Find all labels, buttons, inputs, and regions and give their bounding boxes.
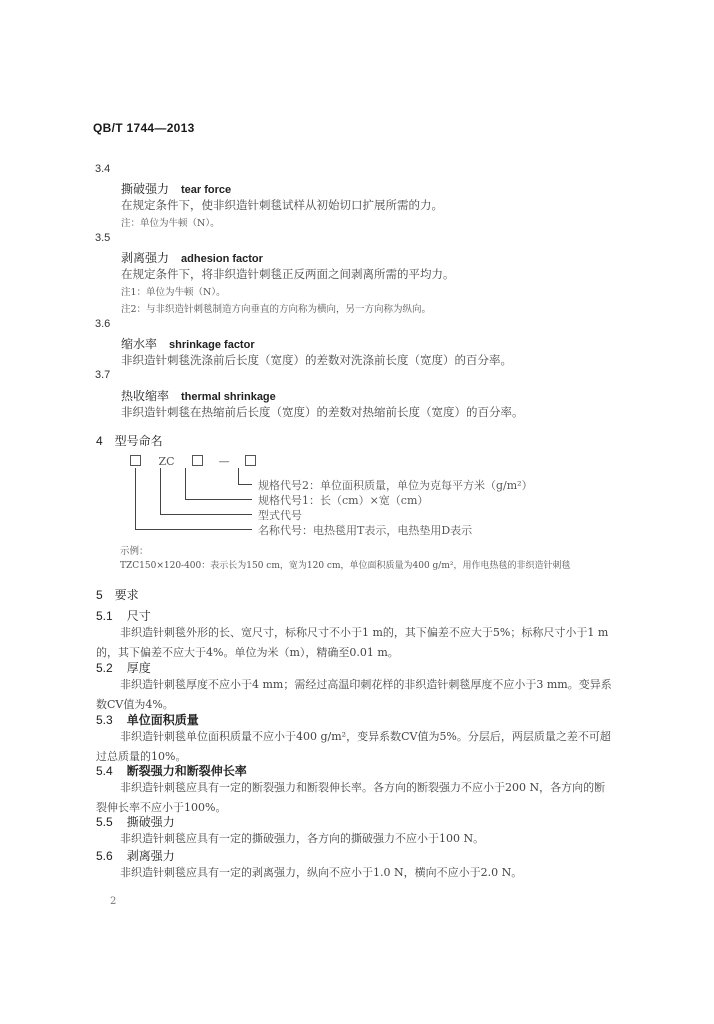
leader-line [238,484,252,485]
code-box [130,455,141,466]
clause-number: 5.1 [96,609,113,623]
standard-header: QB/T 1744—2013 [93,121,195,135]
term-definition: 非织造针刺毯在热缩前后长度（宽度）的差数对热缩前长度（宽度）的百分率。 [121,405,524,419]
leader-line [135,468,136,529]
example-label: 示例： [120,546,149,557]
code-box [192,455,203,466]
term-cn: 热收缩率 [121,389,170,403]
term-en: tear force [181,184,232,196]
clause-text: 非织造针刺毯厚度不应小于4 mm；需经过高温印刺花样的非织造针刺毯厚度不应小于3 mm。变异系数CV值为4%。 [96,678,612,711]
section-heading: 5 要求 [96,588,139,602]
code-dash: — [218,455,230,468]
naming-label: 名称代号：电热毯用T表示，电热垫用D表示 [258,524,473,537]
clause-heading [96,813,175,830]
clause-heading [96,659,151,676]
leader-line [185,499,252,500]
clause-text: 非织造针刺毯应具有一定的断裂强力和断裂伸长率。各方向的断裂强力不应小于200 N，各方向的断裂伸长率不应小于100%。 [96,781,606,814]
clause-heading [96,711,199,728]
clause-text: 非织造针刺毯应具有一定的撕破强力，各方向的撕破强力不应小于100 N。 [120,832,485,845]
term-cn: 缩水率 [121,337,158,351]
term-cn: 剥离强力 [121,251,170,265]
leader-line [238,468,239,484]
term-title [121,249,263,266]
term-definition: 在规定条件下，使非织造针刺毯试样从初始切口扩展所需的力。 [121,198,443,212]
clause-title: 厚度 [126,661,151,675]
clause-number: 5.2 [96,661,113,675]
naming-label: 型式代号 [258,509,302,522]
clause-title: 尺寸 [126,609,151,623]
leader-line [135,529,252,530]
term-title [121,387,276,404]
clause-title: 剥离强力 [126,849,175,863]
clause-number: 5.3 [96,713,113,727]
naming-label: 规格代号1：长（cm）×宽（cm） [258,494,429,507]
clause-text: 非织造针刺毯单位面积质量不应小于400 g/m²，变异系数CV值为5%。分层后，两层质量之差不可超过总质量的10%。 [96,730,611,763]
clause-title: 单位面积质量 [126,713,199,727]
code-box [245,455,256,466]
term-title [121,335,255,352]
model-code-line [130,455,256,468]
term-number: 3.6 [95,318,111,330]
term-en: adhesion factor [181,253,263,265]
clause-number: 5.6 [96,849,113,863]
clause-title: 断裂强力和断裂伸长率 [126,764,247,778]
clause-number: 5.4 [96,764,113,778]
naming-label: 规格代号2：单位面积质量，单位为克每平方米（g/m²） [258,479,533,492]
clause-heading [96,607,151,624]
example-text: TZC150×120-400：表示长为150 cm，宽为120 cm，单位面积质量为400 g/m²，用作电热毯的非织造针刺毯 [120,561,571,571]
term-note: 注：单位为牛顿（N）。 [121,218,220,229]
term-title [121,180,231,197]
term-definition: 非织造针刺毯洗涤前后长度（宽度）的差数对洗涤前长度（宽度）的百分率。 [121,353,512,367]
term-note: 注1：单位为牛顿（N）。 [121,287,226,298]
section-heading: 4 型号命名 [96,434,163,448]
leader-line [160,514,252,515]
code-mid: ZC [158,455,175,468]
clause-heading [96,847,175,864]
term-note: 注2：与非织造针刺毯制造方向垂直的方向称为横向，另一方向称为纵向。 [121,304,432,315]
clause-number: 5.5 [96,815,113,829]
leader-line [185,468,186,499]
leader-line [160,468,161,514]
term-definition: 在规定条件下，将非织造针刺毯正反两面之间剥离所需的平均力。 [121,267,455,281]
term-number: 3.5 [95,232,111,244]
term-number: 3.4 [95,163,111,175]
term-number: 3.7 [95,369,111,381]
clause-text: 非织造针刺毯应具有一定的剥离强力，纵向不应小于1.0 N，横向不应小于2.0 N。 [120,866,523,879]
term-cn: 撕破强力 [121,182,170,196]
term-en: shrinkage factor [169,339,255,351]
clause-text: 非织造针刺毯外形的长、宽尺寸，标称尺寸不小于1 m的，其下偏差不应大于5%；标称尺寸小于1 m的，其下偏差不应大于4%。单位为米（m），精确至0.01 m。 [96,626,609,659]
term-en: thermal shrinkage [181,391,276,403]
clause-title: 撕破强力 [126,815,175,829]
page-number: 2 [110,896,117,907]
clause-heading [96,762,247,779]
